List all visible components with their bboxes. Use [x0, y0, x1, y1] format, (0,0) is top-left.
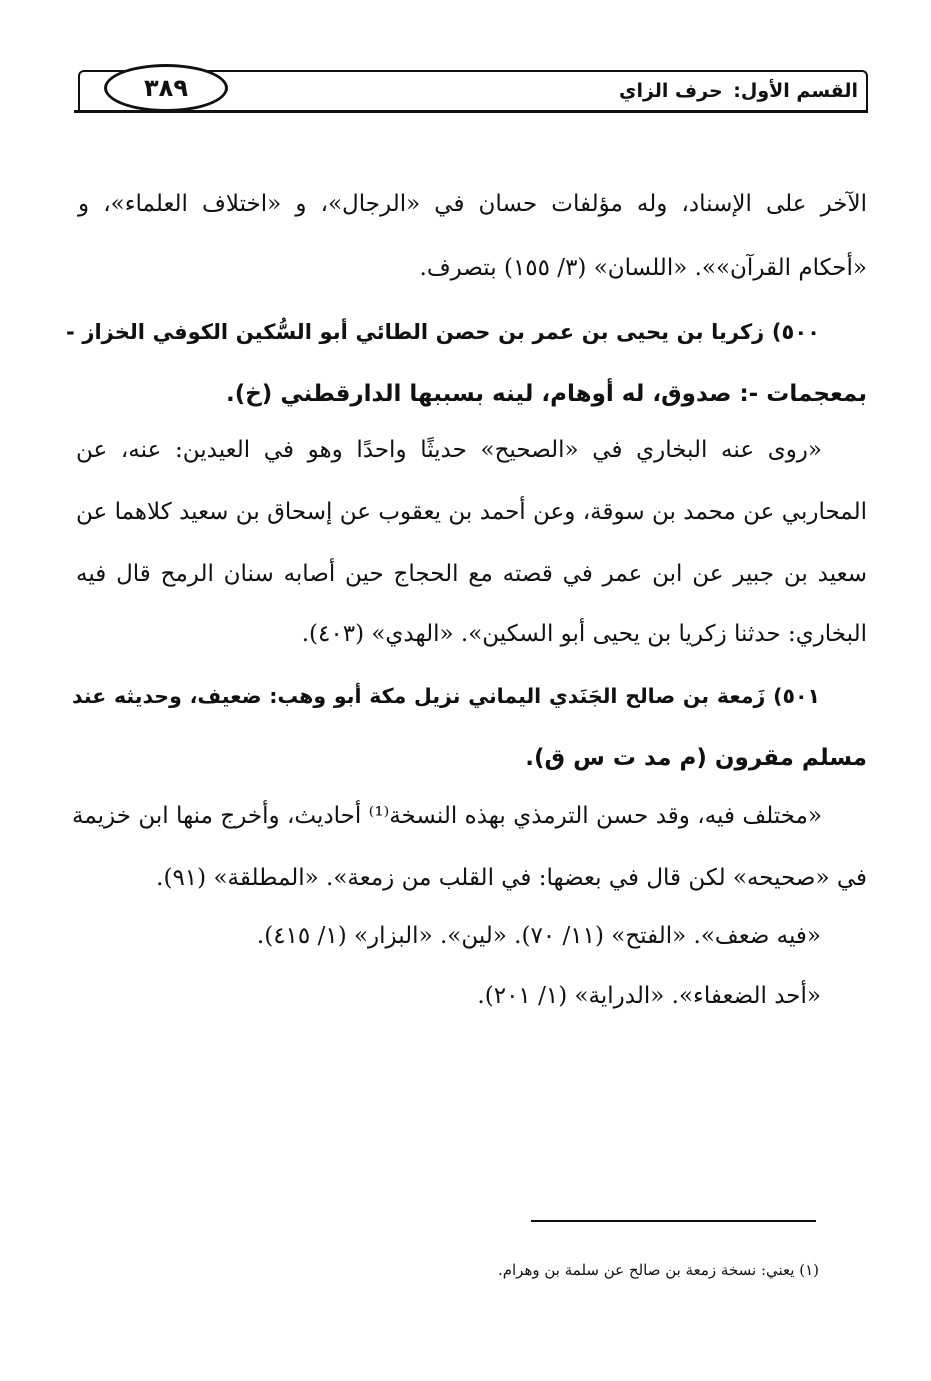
- entry-heading: مسلم مقرون (م مد ت س ق).: [525, 745, 867, 771]
- text-line: «روى عنه البخاري في «الصحيح» حديثًا واحدًا وهو في العيدين: عنه، عن: [76, 437, 822, 463]
- header-rule: [74, 110, 868, 113]
- section-name: حرف الزاي: [619, 80, 723, 102]
- section-title: [619, 80, 858, 102]
- section-label: القسم الأول:: [733, 80, 858, 102]
- text-line: سعيد بن جبير عن ابن عمر في قصته مع الحجاج حين أصابه سنان الرمح قال فيه: [76, 561, 867, 587]
- entry-heading: ٥٠٠) زكريا بن يحيى بن عمر بن حصن الطائي أبو السُّكين الكوفي الخزاز -: [66, 320, 820, 344]
- entry-heading: بمعجمات -: صدوق، له أوهام، لينه بسببها الدارقطني (خ).: [225, 381, 867, 407]
- text-line: «أحد الضعفاء». «الدراية» (١/ ٢٠١).: [477, 983, 821, 1009]
- text-line: الآخر على الإسناد، وله مؤلفات حسان في «الرجال»، و «اختلاف العلماء»، و: [78, 191, 867, 217]
- text-line: «أحكام القرآن»». «اللسان» (٣/ ١٥٥) بتصرف.: [419, 255, 867, 281]
- text-line: في «صحيحه» لكن قال في بعضها: في القلب من زمعة». «المطلقة» (٩١).: [156, 865, 867, 891]
- page-number: ٣٨٩: [104, 64, 228, 112]
- footnote-divider: [531, 1220, 816, 1222]
- entry-heading: ٥٠١) زَمعة بن صالح الجَنَدي اليماني نزيل مكة أبو وهب: ضعيف، وحديثه عند: [72, 684, 820, 708]
- page-header: [74, 64, 868, 118]
- text-line: البخاري: حدثنا زكريا بن يحيى أبو السكين». «الهدي» (٤٠٣).: [301, 621, 867, 647]
- text-line: «فيه ضعف». «الفتح» (١١/ ٧٠). «لين». «البزار» (١/ ٤١٥).: [256, 923, 821, 949]
- text-line: المحاربي عن محمد بن سوقة، وعن أحمد بن يعقوب عن إسحاق بن سعيد كلاهما عن: [76, 499, 867, 525]
- footnote: (١) يعني: نسخة زمعة بن صالح عن سلمة بن وهرام.: [497, 1261, 819, 1279]
- text-line: «مختلف فيه، وقد حسن الترمذي بهذه النسخة⁽¹⁾ أحاديث، وأخرج منها ابن خزيمة: [72, 803, 822, 829]
